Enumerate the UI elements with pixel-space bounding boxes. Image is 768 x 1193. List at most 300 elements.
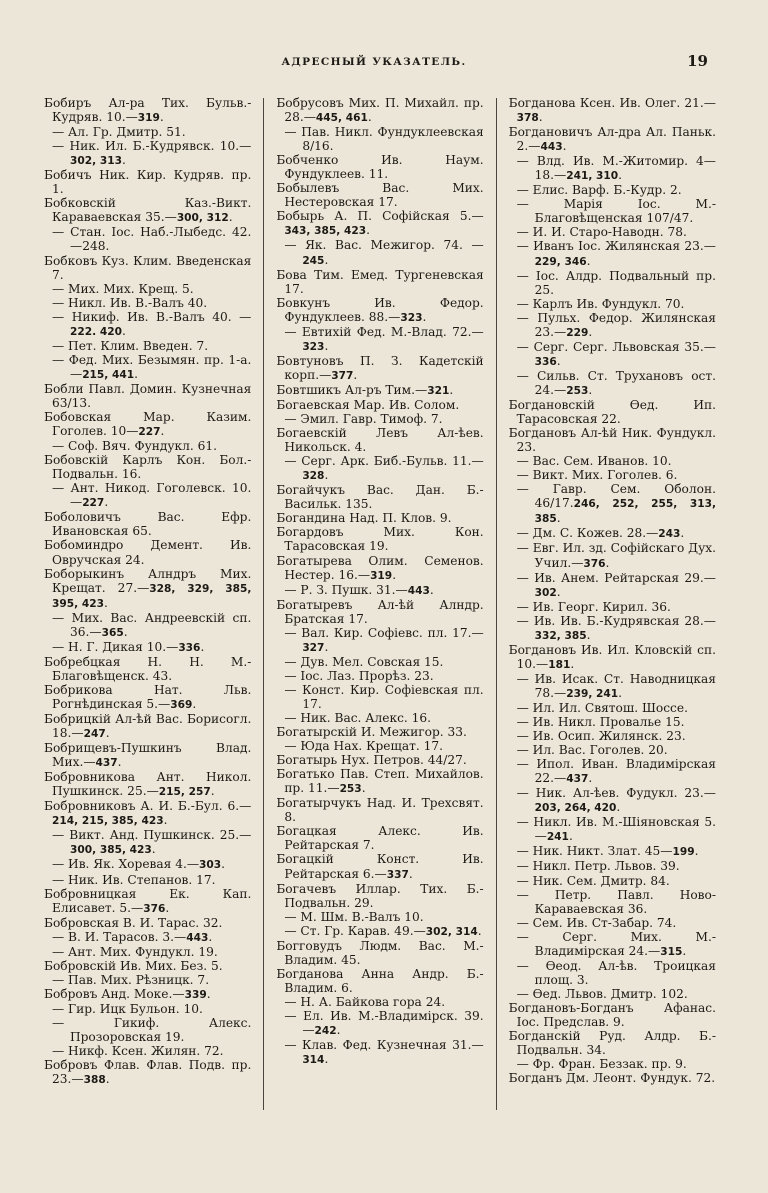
index-entry [509,154,716,183]
index-entry [509,1001,716,1029]
entry-page-refs: 227 [82,497,105,510]
entry-text: Бовтуновъ П. З. Кадетскій корп.— [276,353,484,382]
entry-text: Богдановъ-Богданъ Афанас. Іос. Предслав. 9. [508,1000,716,1029]
entry-end: . [556,353,561,368]
entry-text: Бобребцкая Н. Н. М.-Благовѣщенск. 43. [44,654,252,683]
entry-page-refs: 378 [516,112,539,125]
index-entry [509,125,716,154]
entry-text: Бобровская В. И. Тарас. 32. [44,915,223,930]
index-entry [276,753,483,767]
entry-text: — Иванъ Іос. Жилянская 23.— [516,239,716,254]
entry-text: — Гавр. Сем. Оболон. 46/17. [516,482,716,511]
index-entry [509,183,716,197]
entry-page-refs: 229, 346 [534,255,587,268]
index-entry [276,238,483,267]
index-entry [509,987,716,1001]
column-divider [496,98,497,1110]
entry-text: — Іос. Алдр. Подвальный пр. 25. [516,268,716,297]
index-entry [44,310,251,339]
entry-end: . [165,900,170,915]
entry-text: — Ѳеод. Ал-ѣв. Троицкая площ. 3. [516,958,716,987]
entry-end: . [208,929,213,944]
entry-text: Богатырь Нух. Петров. 44/27. [276,753,467,768]
entry-text: — Ант. Мих. Фундукл. 19. [52,944,218,959]
entry-end: . [210,784,215,799]
index-entry [44,712,251,741]
page-title: АДРЕСНЫЙ УКАЗАТЕЛЬ. [281,56,467,68]
index-entry [44,799,251,828]
entry-text: — Гир. Ицк Бульон. 10. [52,1001,203,1016]
entry-page-refs: 376 [583,557,606,570]
entry-text: Богатырчукъ Над. И. Трехсвят. 8. [276,796,484,825]
index-entry [509,757,716,786]
entry-page-refs: 215, 441 [82,368,135,381]
index-entry [509,859,716,873]
index-entry [44,538,251,566]
entry-text: Богдановъ Ал-ѣй Ник. Фундукл. 23. [508,426,716,455]
entry-text: — Дм. С. Кожев. 28.— [516,526,659,541]
index-entry [44,481,251,510]
entry-page-refs: 332, 385 [534,629,587,642]
index-entry [276,426,483,454]
column-divider [263,98,264,1110]
entry-end: . [105,1072,110,1087]
entry-page-refs: 327 [302,641,325,654]
entry-text: Богданскій Руд. Алдр. Б.-Подвальн. 34. [508,1029,716,1058]
entry-page-refs: 437 [95,757,118,770]
entry-end: . [192,696,197,711]
entry-text: Бобылевъ Вас. Мих. Нестеровская 17. [276,181,484,210]
entry-end: . [682,943,687,958]
index-entry [276,796,483,824]
entry-end: . [588,771,593,786]
entry-text: Боболовичъ Вас. Ефр. Ивановская 65. [44,510,252,539]
index-entry [276,412,483,426]
entry-end: . [159,110,164,125]
index-entry [44,930,251,945]
index-entry [509,916,716,930]
entry-page-refs: 229 [566,326,589,339]
index-entry [44,945,251,959]
index-entry [276,910,483,924]
entry-text: — Мих. Вас. Андреевскій сп. 36.— [52,610,252,639]
index-entry [509,454,716,468]
entry-end: . [477,923,482,938]
index-entry [276,554,483,583]
index-entry [509,1029,716,1057]
entry-page-refs: 300, 312 [176,212,229,225]
index-entry [276,511,483,525]
entry-text: — Влд. Ив. М.-Житомир. 4—18.— [516,154,716,183]
index-entry [44,741,251,770]
index-entry [276,711,483,725]
entry-text: Бобоминдро Демент. Ив. Овручская 24. [44,538,252,567]
entry-end: . [117,755,122,770]
index-entry [44,139,251,168]
entry-text: — Ѳед. Львов. Дмитр. 102. [516,986,688,1001]
index-entry [44,439,251,453]
entry-text: Бобровъ Флав. Флав. Подв. пр. 23.— [44,1058,252,1087]
index-entry [276,153,483,181]
entry-page-refs: 315 [660,945,683,958]
entry-text: — Пав. Мих. Рѣзницк. 7. [52,972,210,987]
index-entry [509,197,716,225]
entry-end: . [694,844,699,859]
entry-page-refs: 245 [302,254,325,267]
entry-end: . [588,324,593,339]
index-entry [276,967,483,995]
entry-page-refs: 323 [400,311,423,324]
entry-text: — Пет. Клим. Введен. 7. [52,338,209,353]
entry-text: — Н. А. Байкова гора 24. [284,994,446,1009]
entry-text: — Ив. Георг. Кирил. 36. [516,599,671,614]
entry-end: . [449,382,454,397]
entry-page-refs: 321 [427,384,450,397]
entry-page-refs: 339 [184,988,207,1001]
entry-end: . [618,685,623,700]
index-entry [44,96,251,125]
entry-text: — Ив. Анем. Рейтарская 29.— [516,570,716,585]
entry-text: — И. И. Старо-Наводн. 78. [516,225,687,240]
entry-text: Бобрищевъ-Пушкинъ Влад. Мих.— [44,741,252,770]
entry-text: Богдановъ Ив. Ил. Кловскій сп. 10.— [508,642,716,671]
entry-text: — Вал. Кир. Софіевс. пл. 17.— [284,625,484,640]
entry-end: . [324,468,329,483]
entry-page-refs: 203, 264, 420 [534,802,617,815]
index-entry [44,873,251,887]
entry-text: Богдановичъ Ал-дра Ал. Паньк. 2.— [508,125,716,154]
index-entry [44,125,251,139]
index-entry [44,254,251,282]
entry-text: — Викт. Мих. Гоголев. 6. [516,468,678,483]
entry-page-refs: 319 [137,112,160,125]
entry-text: — Ник. Вас. Алекс. 16. [284,711,432,726]
entry-text: — Ив. Як. Хоревая 4.— [52,857,200,872]
entry-page-refs: 365 [101,626,124,639]
index-entry [509,96,716,125]
index-entry [509,1071,716,1085]
entry-text: — Ник. Сем. Дмитр. 84. [516,873,670,888]
entry-end: . [103,595,108,610]
entry-text: — Никл. Петр. Львов. 39. [516,859,680,874]
entry-end: . [588,382,593,397]
column-3 [509,96,716,1126]
entry-end: . [366,223,370,238]
entry-page-refs: 215, 257 [158,786,211,799]
entry-page-refs: 328, 329, 385, 395, 423 [52,582,252,610]
entry-text: — Конст. Кир. Софіевская пл. 17. [284,682,484,711]
index-entry [44,225,251,253]
index-entry [509,874,716,888]
entry-page-refs: 443 [186,931,209,944]
entry-text: — Ник. Ил. Б.-Кудрявск. 10.— [52,139,252,154]
index-entry [509,959,716,987]
entry-text: — Як. Вас. Межигор. 74. — [284,238,484,253]
index-entry [276,268,483,296]
index-entry [276,125,483,153]
entry-text: — Никл. Ив. М.-Шіяновская 5.— [516,815,716,844]
entry-page-refs: 369 [170,698,193,711]
entry-end: . [324,338,329,353]
entry-end: . [151,842,156,857]
entry-text: — Эмил. Гавр. Тимоф. 7. [284,412,443,427]
index-entry [44,196,251,225]
entry-page-refs: 323 [302,340,325,353]
entry-end: . [605,555,610,570]
entry-text: — Ник. Никт. Злат. 45— [516,844,673,859]
entry-text: — Ник. Ив. Степанов. 17. [52,872,216,887]
index-entry [276,525,483,553]
entry-text: Бобченко Ив. Наум. Фундуклеев. 11. [276,153,484,182]
entry-text: — Гикиф. Алекс. Прозоровская 19. [52,1016,252,1045]
index-entry [509,269,716,297]
entry-page-refs: 222. 420 [70,325,122,338]
entry-text: — Соф. Вяч. Фундукл. 61. [52,439,218,454]
index-entry [276,454,483,483]
entry-text: Бобровниковъ А. И. Б.-Бул. 6.— [44,799,252,814]
index-entry [44,683,251,712]
entry-end: . [123,624,128,639]
entry-text: — Ил. Ил. Святош. Шоссе. [516,700,688,715]
index-entry [276,209,483,238]
index-entry [276,739,483,753]
entry-end: . [160,424,165,439]
index-entry [44,282,251,296]
entry-end: . [568,829,573,844]
index-entry [509,297,716,311]
entry-end: . [163,813,168,828]
index-entry [509,600,716,614]
entry-end: . [200,639,205,654]
entry-page-refs: 328 [302,470,325,483]
entry-page-refs: 181 [548,658,571,671]
entry-page-refs: 336 [178,641,201,654]
entry-text: — Елис. Варф. Б.-Кудр. 2. [516,183,682,198]
entry-text: — Ив. Ив. Б.-Кудрявская 28.— [516,613,716,628]
entry-text: Бобровницкая Ек. Кап. Елисавет. 5.— [44,886,252,915]
index-entry [44,1058,251,1087]
entry-end: . [556,584,561,599]
entry-text: — Серг. Мих. М.-Владимірская 24.— [516,929,716,958]
index-entry [509,743,716,757]
entry-text: — Н. Г. Дикая 10.— [52,639,179,654]
columns [44,96,716,1126]
index-entry [44,1002,251,1016]
entry-text: — Пав. Никл. Фундуклеевская 8/16. [284,125,484,154]
index-entry [44,510,251,538]
entry-page-refs: 242 [314,1025,337,1038]
entry-page-refs: 445, 461 [315,112,368,125]
entry-text: — М. Шм. В.-Валъ 10. [284,909,424,924]
index-entry [509,1057,716,1071]
entry-text: Бобровъ Анд. Моке.— [44,986,185,1001]
entry-page-refs: 319 [370,569,393,582]
entry-text: — Юда Нах. Крещат. 17. [284,739,443,754]
entry-text: — Ант. Никод. Гоголевск. 10.— [52,481,252,510]
index-entry [276,655,483,669]
entry-text: Бобрикова Нат. Льв. Рогнѣдинская 5.— [44,682,252,711]
entry-text: Бобовская Мар. Казим. Гоголев. 10— [44,410,252,439]
index-entry [44,611,251,640]
entry-text: — Петр. Павл. Ново-Караваевская 36. [516,887,716,916]
entry-page-refs: 241 [546,831,569,844]
entry-page-refs: 253 [339,783,362,796]
entry-text: — Сильв. Ст. Трухановъ ост. 24.— [516,368,716,397]
entry-page-refs: 437 [566,773,589,786]
entry-end: . [206,986,211,1001]
index-entry [276,939,483,967]
entry-page-refs: 227 [138,426,161,439]
entry-end: . [121,153,126,168]
index-entry [276,598,483,626]
entry-end: . [336,1023,341,1038]
index-entry [44,916,251,930]
index-entry [44,410,251,439]
entry-text: Бова Тим. Емед. Тургеневская 17. [276,267,484,296]
index-entry [276,398,483,412]
index-entry [276,995,483,1009]
index-entry [509,571,716,600]
index-entry [44,567,251,611]
index-entry [509,614,716,643]
index-entry [276,626,483,655]
entry-end: . [408,866,413,881]
index-entry [509,468,716,482]
index-entry [509,815,716,844]
index-entry [509,888,716,916]
entry-text: — Серг. Серг. Львовская 35.— [516,339,716,354]
index-entry [509,715,716,729]
index-entry [44,296,251,310]
entry-end: . [570,656,575,671]
entry-text: Богданъ Дм. Леонт. Фундук. 72. [508,1071,716,1086]
index-entry [44,770,251,799]
index-entry [276,852,483,881]
index-entry [44,828,251,857]
index-entry [44,1044,251,1058]
entry-end: . [392,567,397,582]
entry-text: Богданова Анна Андр. Б.-Владим. 6. [276,966,484,995]
entry-text: — Стан. Іос. Наб.-Лыбедс. 42.—248. [52,225,252,254]
entry-end: . [556,511,561,526]
entry-end: . [104,495,109,510]
entry-text: Богатыревъ Ал-ѣй Алндр. Братская 17. [276,597,484,626]
index-entry [509,786,716,815]
index-entry [509,526,716,541]
entry-text: Богачевъ Иллар. Тих. Б.-Подвальн. 29. [276,881,484,910]
index-entry [276,1009,483,1038]
entry-end: . [324,252,329,267]
page-header [40,52,708,76]
entry-text: Бобырь А. П. Софійская 5.— [276,209,484,224]
entry-text: — Викт. Анд. Пушкинск. 25.— [52,828,252,843]
entry-page-refs: 302, 313 [70,155,122,168]
entry-text: — Іос. Лаз. Прорѣз. 23. [284,668,434,683]
index-entry [509,844,716,859]
entry-text: — Никл. Ив. В.-Валъ 40. [52,295,208,310]
index-entry [509,729,716,743]
entry-text: — Ник. Ал-ѣев. Фудукл. 23.— [516,786,716,801]
index-entry [44,959,251,973]
entry-page-refs: 253 [566,384,589,397]
entry-page-refs: 443 [407,584,430,597]
entry-text: Бобли Павл. Домин. Кузнечная 63/13. [44,381,252,410]
entry-page-refs: 343, 385, 423 [284,225,367,238]
entry-text: — Ив. Исак. Ст. Наводницкая 78.— [516,671,716,700]
entry-text: Богаевская Мар. Ив. Солом. [276,397,460,412]
entry-text: Богайчукъ Вас. Дан. Б.-Васильк. 135. [276,483,484,512]
index-entry [276,669,483,683]
index-entry [276,181,483,209]
index-entry [44,168,251,196]
entry-page-refs: 336 [534,355,557,368]
index-entry [276,1038,483,1067]
entry-end: . [562,139,567,154]
index-entry [509,672,716,701]
entry-text: Богацкій Конст. Ив. Рейтарская 6.— [276,852,484,881]
entry-end: . [121,323,126,338]
entry-end: . [586,253,591,268]
index-entry [276,383,483,398]
index-entry [509,482,716,526]
entry-text: Бобрицкій Ал-ѣй Вас. Борисогл. 18.— [44,712,252,741]
entry-end: . [616,800,621,815]
column-1 [44,96,251,1126]
index-entry [44,887,251,916]
entry-page-refs: 247 [83,728,106,741]
index-entry [44,1016,251,1044]
entry-text: — В. И. Тарасов. 3.— [52,929,187,944]
index-entry [509,541,716,570]
index-entry [276,767,483,796]
page-number: 19 [687,52,708,70]
entry-page-refs: 214, 215, 385, 423 [52,815,164,828]
entry-end: . [353,367,358,382]
index-entry [276,683,483,711]
entry-text: Богардовъ Мих. Кон. Тарасовская 19. [276,525,484,554]
index-entry [509,643,716,672]
entry-text: — Сем. Ив. Ст-Забар. 74. [516,915,677,930]
entry-text: Бобичъ Ник. Кир. Кудряв. пр. 1. [44,168,252,197]
entry-end: . [324,639,329,654]
entry-text: — Ипол. Иван. Владимірская 22.— [516,757,716,786]
entry-page-refs: 314 [302,1054,325,1067]
entry-end: . [228,210,233,225]
entry-end: . [221,857,226,872]
entry-page-refs: 239, 241 [566,687,619,700]
entry-end: . [429,582,434,597]
entry-text: — Евтихій Фед. М.-Влад. 72.— [284,324,484,339]
entry-text: Бовтшикъ Ал-ръ Тим.— [276,382,428,397]
entry-text: Богандина Над. П. Клов. 9. [276,511,452,526]
entry-end: . [422,309,427,324]
index-entry [509,930,716,959]
entry-text: Богатько Пав. Степ. Михайлов. пр. 11.— [276,767,484,796]
entry-text: Богаевскій Левъ Ал-ѣев. Никольск. 4. [276,426,484,455]
entry-text: — Ал. Гр. Дмитр. 51. [52,125,186,140]
entry-text: Бобрусовъ Мих. П. Михайл. пр. 28.— [276,96,484,125]
entry-end: . [618,168,623,183]
entry-text: — Фр. Фран. Беззак. пр. 9. [516,1057,687,1072]
entry-end: . [680,526,685,541]
entry-text: Бобовскій Карлъ Кон. Бол.-Подвальн. 16. [44,453,252,482]
entry-text: — Ив. Никл. Провалье 15. [516,715,685,730]
entry-text: Бовкунъ Ив. Федор. Фундуклеев. 88.— [276,295,484,324]
entry-text: — Ст. Гр. Карав. 49.— [284,923,426,938]
entry-text: — Дув. Мел. Совская 15. [284,654,444,669]
index-entry [44,640,251,655]
entry-end: . [361,781,366,796]
